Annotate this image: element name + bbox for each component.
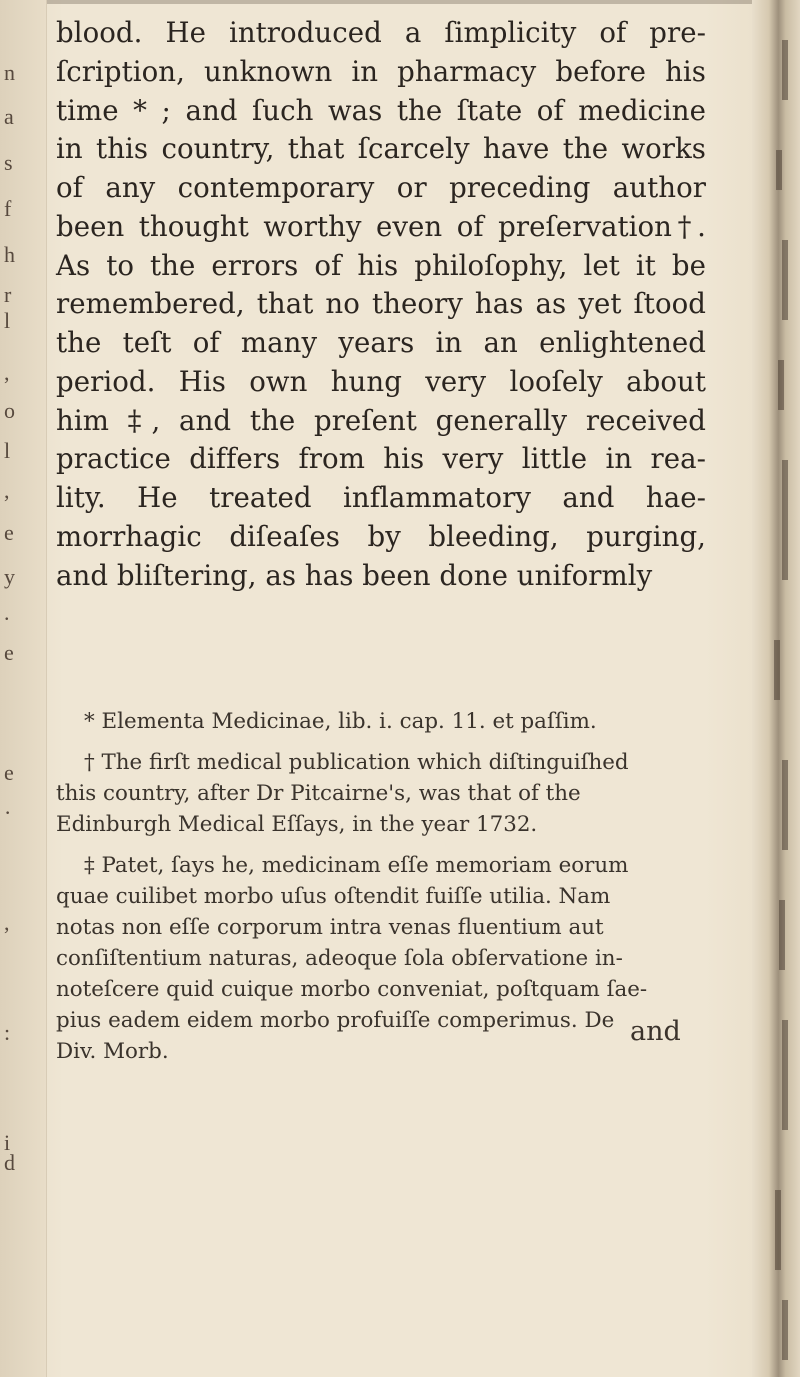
body-line: remembered, that no theory has as yet ſtood (56, 287, 706, 321)
footnotes (56, 706, 706, 1077)
body-line: the teſt of many years in an enlightened (56, 326, 706, 359)
footnote-line: this country, after Dr Pitcairne's, was that of the (56, 781, 581, 806)
body-text (56, 14, 706, 595)
footnote-line: conſiſtentium naturas, adeoque ſola obſervatione in- (56, 946, 623, 971)
body-line: of any contemporary or preceding author (56, 171, 706, 204)
footnote-dagger (56, 747, 706, 840)
footnote-line: Div. Morb. (56, 1039, 169, 1064)
body-line: and bliſtering, as has been done uniformly (56, 558, 653, 592)
catchword: and (630, 1016, 681, 1047)
body-line: him ‡, and the preſent generally received (56, 403, 706, 437)
page-binding-gutter (752, 0, 800, 1377)
body-line: As to the errors of his philoſophy, let it be (56, 248, 706, 282)
footnote-line: Edinburgh Medical Eſſays, in the year 1732. (56, 812, 538, 837)
body-line: lity. He treated inflammatory and hae- (56, 481, 706, 514)
footnote-double-dagger (56, 850, 706, 1067)
footnote-line: † The firſt medical publication which diſtinguiſhed (84, 750, 629, 775)
body-line: time * ; and ſuch was the ſtate of medicine (56, 93, 706, 127)
body-line: period. His own hung very looſely about (56, 364, 706, 398)
footnote-line: pius eadem eidem morbo profuiſſe comperimus. De (56, 1008, 615, 1033)
facing-page-margin: n a s f h r l , o l , e y . e e · , : i d (0, 0, 47, 1377)
footnote-line: notas non eſſe corporum intra venas fluentium aut (56, 915, 604, 940)
footnote-line: * Elementa Medicinae, lib. i. cap. 11. et paſſim. (84, 709, 597, 734)
body-line: in this country, that ſcarcely have the works (56, 132, 706, 166)
body-line: practice differs from his very little in rea- (56, 442, 706, 476)
footnote-line: noteſcere quid cuique morbo conveniat, poſtquam ſae- (56, 977, 648, 1002)
page-top-edge (0, 0, 800, 4)
body-line: been thought worthy even of preſervation†. (56, 209, 706, 243)
body-line: morrhagic diſeaſes by bleeding, purging, (56, 519, 706, 553)
body-line: blood. He introduced a ſimplicity of pre- (56, 16, 706, 49)
footnote-line: ‡ Patet, ſays he, medicinam eſſe memoriam eorum (84, 853, 629, 878)
body-line: ſcription, unknown in pharmacy before his (56, 54, 706, 88)
footnote-line: quae cuilibet morbo uſus oſtendit fuiſſe utilia. Nam (56, 884, 611, 909)
footnote-star (56, 706, 706, 737)
